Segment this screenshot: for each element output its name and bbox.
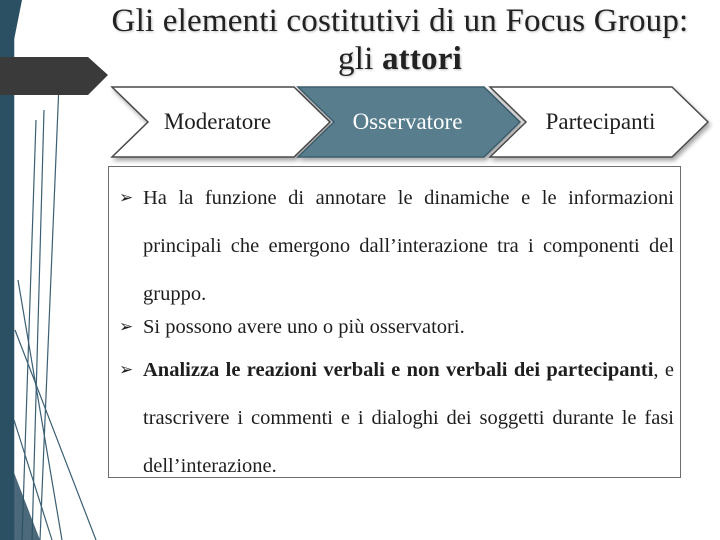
arrow-bullet-icon: ➢: [119, 188, 134, 208]
role-label-osservatore: Osservatore: [352, 109, 463, 134]
bullet-item: [119, 303, 674, 351]
role-label-moderatore: Moderatore: [163, 109, 272, 134]
bullet-text: Si possono avere uno o più osservatori.: [143, 316, 465, 338]
bullet-normal-text: , e trascrivere i commenti e i dialoghi dei soggetti durante le fasi dell’interazione.: [143, 359, 674, 477]
arrow-bullet-icon: ➢: [119, 360, 134, 380]
bullet-text: [143, 346, 674, 490]
description-box: [108, 166, 681, 478]
roles-process-chevrons: [0, 0, 720, 170]
title-line-1: Gli elementi costitutivi di un Focus Group:: [111, 3, 689, 39]
role-label-partecipanti: Partecipanti: [545, 109, 656, 134]
bullet-item: [119, 174, 674, 318]
title-bold-word: attori: [381, 41, 462, 77]
bullet-text: Ha la funzione di annotare le dinamiche e le informazioni principali che emergono dall’interazione tra i componenti del gruppo.: [143, 187, 674, 305]
title-line-2: gli attori: [338, 41, 462, 77]
bullet-bold-text: Analizza le reazioni verbali e non verbali dei partecipanti: [143, 359, 654, 381]
arrow-bullet-icon: ➢: [119, 317, 134, 337]
bullet-item: [119, 346, 674, 490]
